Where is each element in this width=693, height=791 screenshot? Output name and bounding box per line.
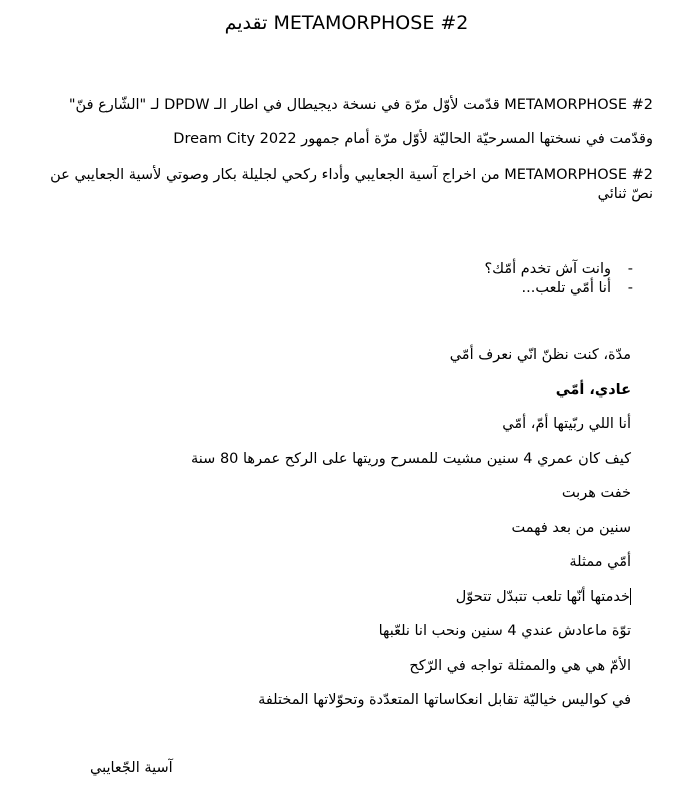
document-title: METAMORPHOSE #2 تقديم xyxy=(224,12,469,34)
poem-line: مدّة، كنت نظنّ انّي نعرف أمّي xyxy=(449,347,631,363)
poem-line: الأمّ هي هي والممثلة تواجه في الرّكح xyxy=(409,657,631,674)
dash-bullet-icon: - xyxy=(627,261,633,277)
dialogue-text: وانت آش تخدم أمّك؟ xyxy=(484,261,611,277)
poem-line: سنين من بعد فهمت xyxy=(511,519,631,536)
poem-line: أنا اللي ربّيتها أمّ، أمّي xyxy=(502,416,631,432)
intro-paragraph-1: METAMORPHOSE #2 قدّمت لأوّل مرّة في نسخة ديجيطال في اطار الـ DPDW لـ "الشّارع فنّ" xyxy=(68,97,653,113)
poem-line: توّة ماعادش عندي 4 سنين ونحب انا نلعّبها xyxy=(378,623,631,639)
intro-paragraph-3: METAMORPHOSE #2 من اخراج آسية الجعايبي وأداء ركحي لجليلة بكار وصوتي لأسية الجعايبي عن نصّ ثنائي xyxy=(50,167,653,202)
poem-line: كيف كان عمري 4 سنين مشيت للمسرح وريتها على الركح عمرها 80 سنة xyxy=(191,450,631,467)
dialogue-text: أنا أمّي تلعب... xyxy=(521,280,611,296)
poem-line: خفت هربت xyxy=(561,485,631,501)
poem-line: عادي، أمّي xyxy=(555,381,631,398)
dash-bullet-icon: - xyxy=(627,280,633,296)
poem-line: أمّي ممثلة xyxy=(569,554,631,570)
intro-paragraph-2: وقدّمت في نسختها المسرحيّة الحاليّة لأوّل مرّة أمام جمهور Dream City 2022 xyxy=(173,131,653,147)
author-signature: آسية الجّعايبي xyxy=(90,760,173,776)
poem-body xyxy=(191,346,631,726)
poem-line-with-cursor[interactable] xyxy=(191,588,631,607)
dialogue-list xyxy=(484,260,633,298)
poem-line: في كواليس خياليّة تقابل انعكاساتها المتعدّدة وتحوّلاتها المختلفة xyxy=(258,692,631,708)
text-cursor xyxy=(630,588,631,605)
dialogue-line xyxy=(484,260,633,279)
poem-line-text: خدمتها أنّها تلعب تتبدّل تتحوّل xyxy=(455,588,630,605)
dialogue-line xyxy=(484,279,633,298)
